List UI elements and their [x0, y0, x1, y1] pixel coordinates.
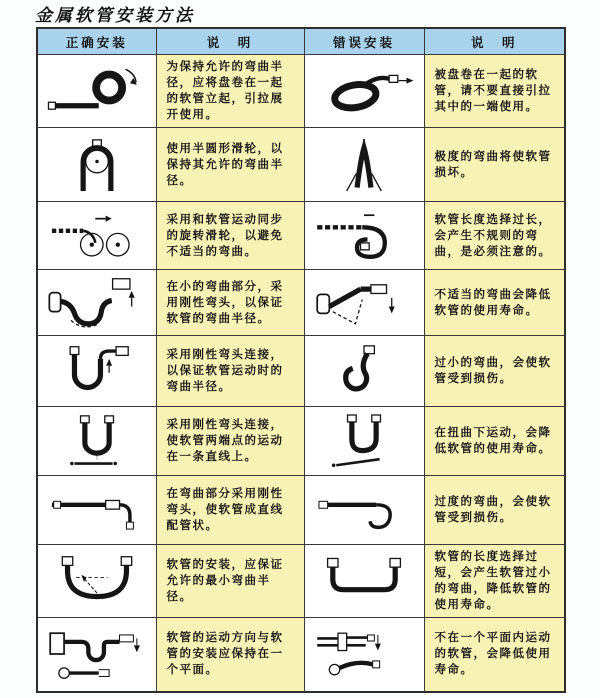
correct-description-cell: 采用和软管运动同步的旋转滑轮，以避免不适当的弯曲。 — [156, 202, 304, 270]
wrong-description-cell: 过小的弯曲，会使软管受到损伤。 — [424, 336, 565, 407]
table-row — [37, 407, 565, 476]
wrong-illustration-cell — [304, 407, 424, 476]
page-title: 金属软管安装方法 — [35, 6, 195, 26]
header-wrong-install: 错误安装 — [304, 28, 424, 55]
rigid-elbow-small-bend-icon — [45, 275, 149, 331]
correct-description-cell: 软管的运动方向与软管的安装应保持在一个平面。 — [156, 618, 304, 692]
correct-description-cell: 为保持允许的弯曲半径，应将盘卷在一起的软管立起，引拉展开使用。 — [156, 55, 304, 128]
table-row — [37, 545, 565, 618]
wrong-illustration-cell — [304, 55, 424, 128]
correct-illustration-cell — [37, 407, 156, 476]
correct-illustration-cell — [37, 55, 156, 128]
correct-description-cell: 软管的安装，应保证允许的最小弯曲半径。 — [156, 545, 304, 618]
header-correct-description: 说 明 — [156, 28, 304, 55]
header-wrong-description: 说 明 — [424, 28, 565, 55]
correct-illustration-cell — [37, 336, 156, 407]
wrong-illustration-cell — [304, 202, 424, 270]
correct-illustration-cell — [37, 202, 156, 270]
rigid-elbow-u-hose-icon — [45, 343, 149, 399]
straight-line-motion-u-icon — [45, 413, 149, 469]
correct-description-cell: 在弯曲部分采用刚性弯头，使软管成直线配管状。 — [156, 476, 304, 545]
wrong-description-cell: 不适当的弯曲会降低软管的使用寿命。 — [424, 270, 565, 336]
wrong-description-cell: 极度的弯曲将使软管损坏。 — [424, 128, 565, 202]
table-row — [37, 336, 565, 407]
wrong-description-cell: 被盘卷在一起的软管，请不要直接引拉其中的一端使用。 — [424, 55, 565, 128]
out-of-plane-motion-icon — [312, 626, 416, 682]
extreme-bend-icon — [312, 137, 416, 193]
wrong-illustration-cell — [304, 336, 424, 407]
table-row — [37, 55, 565, 128]
twisted-motion-u-icon — [312, 413, 416, 469]
table-row — [37, 476, 565, 545]
header-row — [37, 28, 565, 55]
min-bend-radius-u-icon — [45, 553, 149, 609]
wrong-description-cell: 软管长度选择过长，会产生不规则的弯曲，是必须注意的。 — [424, 202, 565, 270]
too-small-bend-hook-icon — [312, 343, 416, 399]
correct-illustration-cell — [37, 545, 156, 618]
table-body — [37, 55, 565, 692]
excessive-bend-icon — [312, 482, 416, 538]
straight-piping-elbow-icon — [45, 482, 149, 538]
correct-description-cell: 采用刚性弯头连接，以保证软管运动时的弯曲半径。 — [156, 336, 304, 407]
hose-coil-pulled-icon — [312, 63, 416, 119]
wrong-description-cell: 在扭曲下运动，会降低软管的使用寿命。 — [424, 407, 565, 476]
wrong-description-cell: 不在一个平面内运动的软管，会降低使用寿命。 — [424, 618, 565, 692]
too-short-flat-u-icon — [312, 553, 416, 609]
correct-illustration-cell — [37, 128, 156, 202]
correct-description-cell: 在小的弯曲部分，采用刚性弯头，以保证软管的弯曲半径。 — [156, 270, 304, 336]
correct-illustration-cell — [37, 476, 156, 545]
table-row — [37, 270, 565, 336]
installation-table — [36, 27, 566, 693]
wrong-illustration-cell — [304, 618, 424, 692]
correct-description-cell: 采用刚性弯头连接，使软管两端点的运动在一条直线上。 — [156, 407, 304, 476]
wrong-description-cell: 过度的弯曲，会使软管受到损伤。 — [424, 476, 565, 545]
table-row — [37, 618, 565, 692]
correct-illustration-cell — [37, 270, 156, 336]
irregular-bend-loop-icon — [312, 208, 416, 264]
same-plane-trap-icon — [45, 626, 149, 682]
header-correct-install: 正确安装 — [37, 28, 156, 55]
correct-illustration-cell — [37, 618, 156, 692]
hose-coil-standing-icon — [45, 63, 149, 119]
wrong-illustration-cell — [304, 128, 424, 202]
table-row — [37, 202, 565, 270]
wrong-description-cell: 软管的长度选择过短，会产生软管过小的弯曲，降低软管的使用寿命。 — [424, 545, 565, 618]
table-row — [37, 128, 565, 202]
semicircular-pulley-icon — [45, 137, 149, 193]
wrong-illustration-cell — [304, 476, 424, 545]
correct-description-cell: 使用半圆形滑轮，以保持其允许的弯曲半径。 — [156, 128, 304, 202]
rotating-pulleys-icon — [45, 208, 149, 264]
wrong-illustration-cell — [304, 270, 424, 336]
improper-bend-icon — [312, 275, 416, 331]
wrong-illustration-cell — [304, 545, 424, 618]
